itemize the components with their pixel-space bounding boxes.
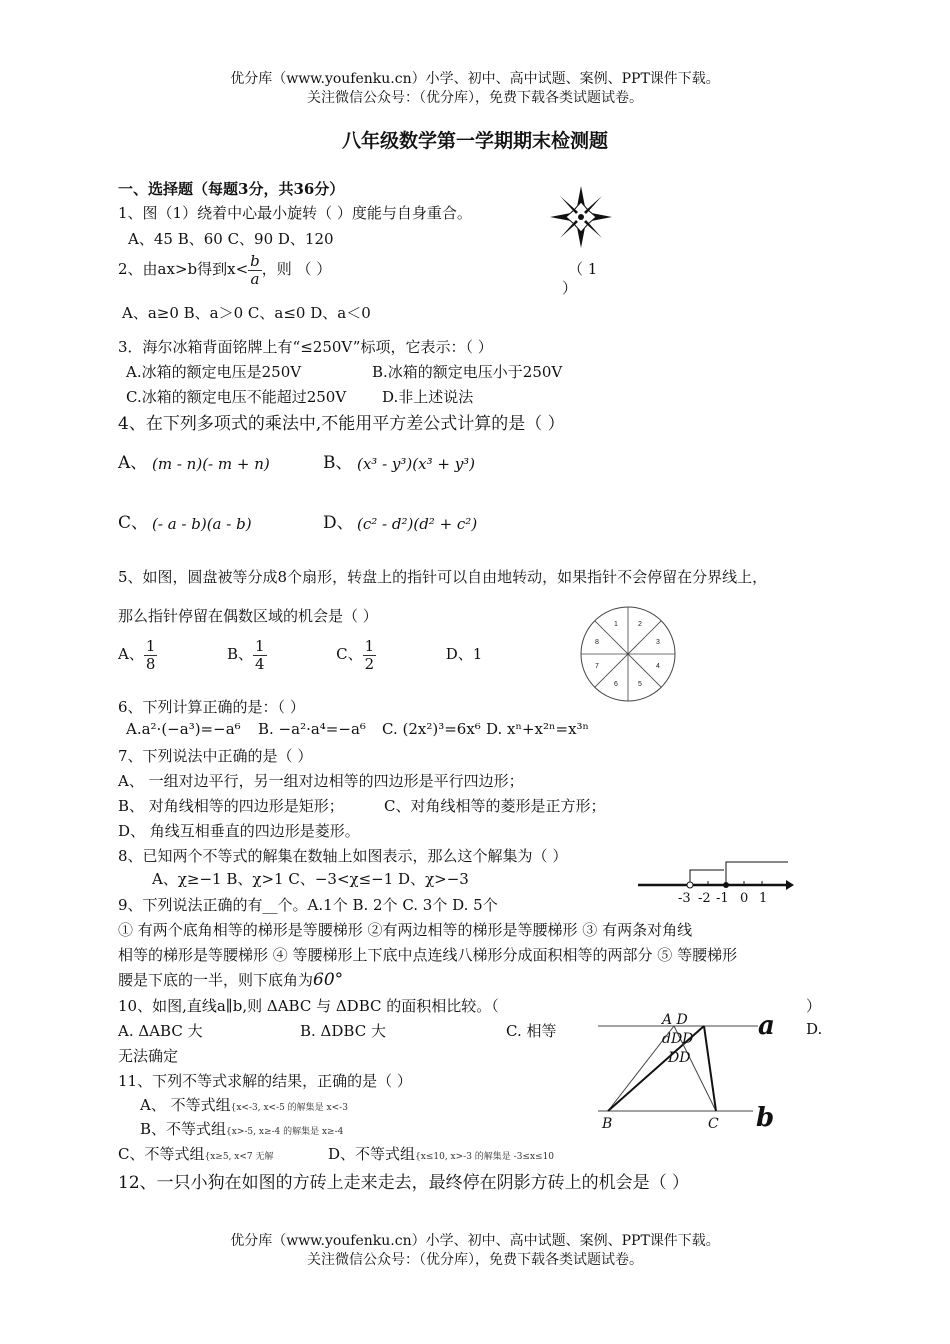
- q5-a-num: 1: [145, 637, 156, 655]
- q11-text: 11、下列不等式求解的结果，正确的是（ ）: [118, 1072, 412, 1090]
- header-line-1: 优分库（www.youfenku.cn）小学、初中、高中试题、案例、PPT课件下载。: [230, 71, 720, 87]
- q4-text: 4、在下列多项式的乘法中,不能用平方差公式计算的是（ ）: [118, 414, 565, 434]
- q6-opt-a: A.a²·(−a³)=−a⁶: [126, 720, 241, 738]
- q5-c-den: 2: [364, 654, 375, 673]
- sector-label-2: 2: [638, 621, 642, 628]
- q7-opt-a: A、 一组对边平行，另一组对边相等的四边形是平行四边形；: [118, 772, 524, 790]
- q2-options: A、a≥0 B、a＞0 C、a≤0 D、a＜0: [122, 304, 371, 322]
- page-title: 八年级数学第一学期期末检测题: [341, 130, 608, 152]
- q5-frac-b: [253, 638, 267, 672]
- q11-opt-d-label: D、不等式组: [328, 1145, 416, 1163]
- q5-text-2: 那么指针停留在偶数区域的机会是（ ）: [118, 607, 378, 625]
- q5-c-num: 1: [364, 637, 375, 655]
- q11-opt-c-system: {x≥5, x<7 无解: [204, 1152, 274, 1162]
- q2-num: b: [250, 252, 260, 270]
- q5-a-den: 8: [145, 654, 156, 673]
- q11-opt-a-system: {x<-3, x<-5 的解集是 x<-3: [230, 1103, 348, 1113]
- q9-line-2: ① 有两个底角相等的梯形是等腰梯形 ②有两边相等的梯形是等腰梯形 ③ 有两条对角线: [118, 921, 693, 939]
- number-line-figure: [636, 852, 796, 908]
- vertex-label-b: B: [602, 1116, 613, 1132]
- q1-text: 1、图（1）绕着中心最小旋转（ ）度能与自身重合。: [118, 204, 472, 222]
- fig1-label-b: ）: [562, 279, 578, 297]
- label-ad: A D: [662, 1012, 688, 1028]
- q3-opt-b: B.冰箱的额定电压小于250V: [372, 363, 563, 381]
- q2-text: [118, 253, 331, 287]
- q4-d-label: D、: [323, 513, 354, 533]
- q5-text-1: 5、如图，圆盘被等分成8个扇形，转盘上的指针可以自由地转动，如果指针不会停留在分界线上，: [118, 568, 768, 586]
- q11-opt-a-label: A、 不等式组: [140, 1096, 231, 1114]
- q3-opt-a: A.冰箱的额定电压是250V: [126, 363, 302, 381]
- footer-line-2: 关注微信公众号：（优分库），免费下载各类试题试卷。: [307, 1252, 643, 1268]
- compass-star-figure: [548, 184, 614, 250]
- q10-opt-b: B. ΔDBC 大: [300, 1022, 386, 1040]
- q10-opt-a: A. ΔABC 大: [118, 1022, 203, 1040]
- q11-opt-a: [140, 1094, 348, 1115]
- q11-opt-b: [140, 1118, 343, 1139]
- q5-frac-c: [363, 638, 377, 672]
- q8-options: A、χ≥−1 B、χ>1 C、−3<χ≤−1 D、χ>−3: [152, 870, 469, 888]
- sector-label-5: 5: [638, 681, 642, 688]
- q7-opt-c: C、对角线相等的菱形是正方形；: [384, 797, 606, 815]
- sector-label-8: 8: [595, 639, 599, 646]
- q10-opt-d: D.: [806, 1020, 823, 1038]
- tick-label-0: 0: [740, 891, 749, 906]
- q1-options: A、45 B、60 C、90 D、120: [128, 230, 334, 248]
- q2-den: a: [250, 269, 260, 288]
- q9-angle: 60°: [313, 970, 344, 990]
- q6-opt-c: C. (2x²)³=6x⁶: [382, 720, 481, 738]
- q5-options: [118, 638, 482, 672]
- label-dd: DD: [668, 1050, 691, 1066]
- sector-label-1: 1: [614, 621, 618, 628]
- q6-opt-d: D. xⁿ+x²ⁿ=x³ⁿ: [486, 720, 590, 738]
- q4-c-expr: (- a - b)(a - b): [152, 515, 252, 533]
- q4-c-label: C、: [118, 513, 149, 533]
- q11-opt-c: [118, 1143, 273, 1164]
- section-heading: 一、选择题（每题3分，共36分）: [118, 180, 345, 198]
- q3-text: 3．海尔冰箱背面铭牌上有“≤250V”标项，它表示：（ ）: [118, 338, 493, 356]
- footer-line-1: 优分库（www.youfenku.cn）小学、初中、高中试题、案例、PPT课件下载。: [230, 1233, 720, 1249]
- q10-text: 10、如图,直线a∥b,则 ΔABC 与 ΔDBC 的面积相比较。（: [118, 997, 499, 1015]
- q9-line-4: [118, 969, 343, 990]
- q4-d-expr: (c² - d²)(d² + c²): [357, 515, 478, 533]
- q5-b-den: 4: [254, 654, 265, 673]
- q8-text: 8、已知两个不等式的解集在数轴上如图表示，那么这个解集为（ ）: [118, 847, 568, 865]
- q5-opt-c: C、: [336, 645, 363, 663]
- tick-label-neg3: -3: [678, 891, 691, 906]
- q3-opt-c: C.冰箱的额定电压不能超过250V: [126, 388, 347, 406]
- q2-fraction: [248, 253, 262, 287]
- q7-opt-b: B、 对角线相等的四边形是矩形；: [118, 797, 344, 815]
- spinner-disc: [578, 604, 678, 704]
- line-label-b: b: [756, 1103, 775, 1133]
- q11-opt-c-label: C、不等式组: [118, 1145, 205, 1163]
- q7-opt-d: D、 角线互相垂直的四边形是菱形。: [118, 822, 360, 840]
- fig1-label-a: （ 1: [568, 260, 598, 278]
- q6-text: 6、下列计算正确的是：（ ）: [118, 698, 305, 716]
- label-ddd: dDD: [662, 1031, 694, 1047]
- sector-label-4: 4: [656, 663, 660, 670]
- q5-opt-b: B、: [226, 645, 253, 663]
- q12-text: 12、一只小狗在如图的方砖上走来走去，最终停在阴影方砖上的机会是（ ）: [118, 1173, 690, 1193]
- q5-b-num: 1: [254, 637, 265, 655]
- sector-label-3: 3: [656, 639, 660, 646]
- q4-a-label: A、: [118, 453, 148, 473]
- q2-prefix: 2、由ax>b得到x<: [118, 260, 249, 278]
- q9-line-3: 相等的梯形是等腰梯形 ④ 等腰梯形上下底中点连线八梯形分成面积相等的两部分 ⑤ 等腰梯形: [118, 946, 738, 964]
- q10-close: ）: [806, 997, 822, 1015]
- q11-opt-b-system: {x>-5, x≥-4 的解集是 x≥-4: [226, 1127, 344, 1137]
- tick-label-1: 1: [759, 891, 768, 906]
- q4-b-expr: (x³ - y³)(x³ + y³): [357, 455, 476, 473]
- line-label-a: a: [758, 1011, 775, 1041]
- q9-line-4-text: 腰是下底的一半，则下底角为: [118, 971, 314, 989]
- q5-frac-a: [144, 638, 158, 672]
- q11-opt-d-system: {x≤10, x>-3 的解集是 -3≤x≤10: [415, 1152, 555, 1162]
- vertex-label-c: C: [708, 1116, 719, 1132]
- sector-label-7: 7: [595, 663, 599, 670]
- q2-suffix: ，则 （ ）: [261, 260, 332, 278]
- q6-opt-b: B. −a²·a⁴=−a⁶: [258, 720, 366, 738]
- q11-opt-d: [328, 1143, 554, 1164]
- q7-text: 7、下列说法中正确的是（ ）: [118, 747, 313, 765]
- sector-label-6: 6: [614, 681, 618, 688]
- q9-text: 9、下列说法正确的有__个。A.1个 B. 2个 C. 3个 D. 5个: [118, 896, 498, 914]
- q5-opt-a: A、: [118, 645, 144, 663]
- tick-label-neg2: -2: [698, 891, 711, 906]
- q4-a-expr: (m - n)(- m + n): [152, 455, 270, 473]
- tick-label-neg1: -1: [716, 891, 729, 906]
- q10-opt-d-text: 无法确定: [118, 1047, 179, 1065]
- q10-opt-c: C. 相等: [506, 1022, 557, 1040]
- parallel-lines-figure: [598, 1006, 788, 1134]
- q4-b-label: B、: [323, 453, 353, 473]
- header-line-2: 关注微信公众号：（优分库），免费下载各类试题试卷。: [307, 90, 643, 106]
- q5-opt-d: D、1: [445, 645, 483, 663]
- q3-opt-d: D.非上述说法: [382, 388, 474, 406]
- q11-opt-b-label: B、不等式组: [140, 1120, 227, 1138]
